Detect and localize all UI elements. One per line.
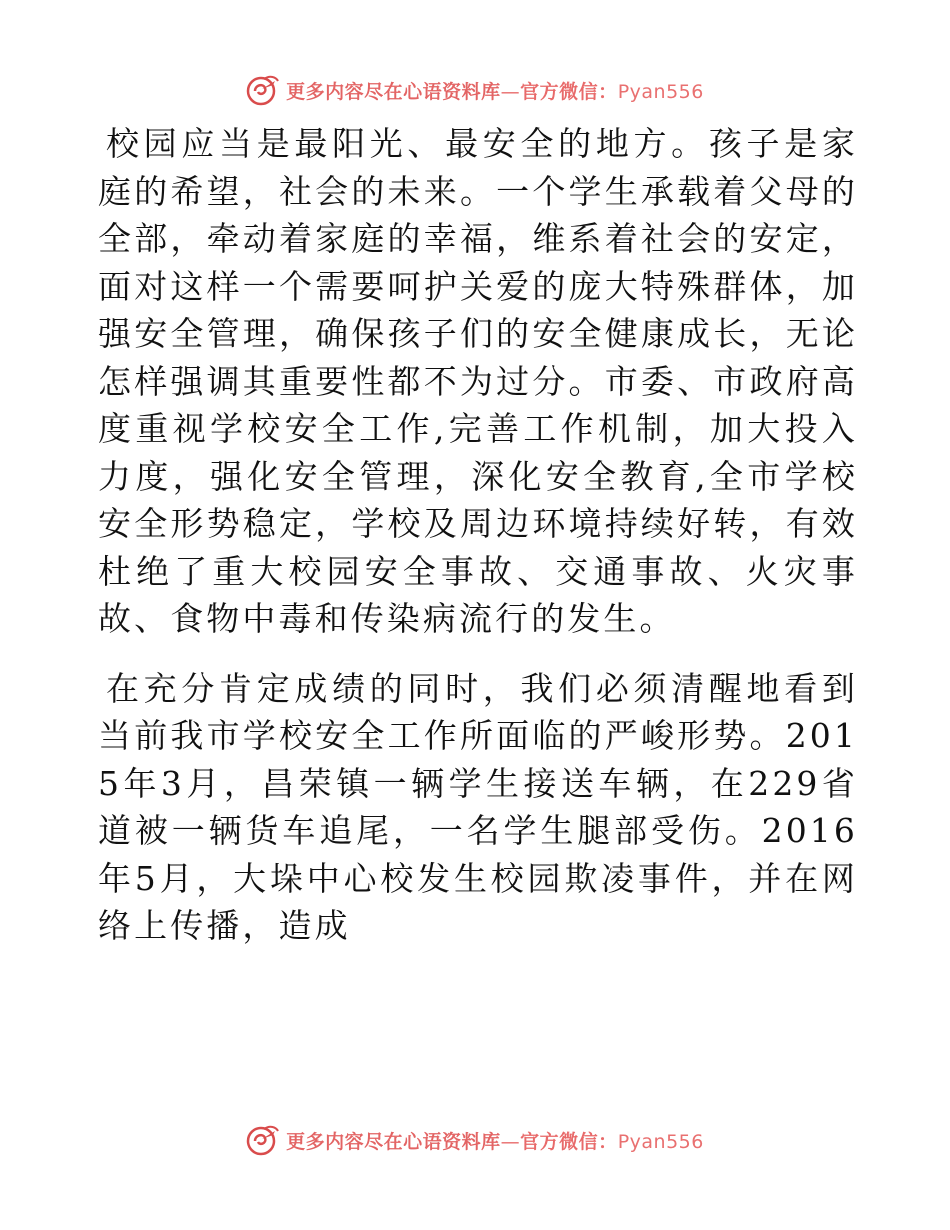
- watermark-wechat-id: Pyan556: [617, 80, 704, 103]
- watermark-footer: [0, 1120, 950, 1160]
- watermark-brand: 更多内容尽在心语资料库: [286, 1130, 501, 1153]
- watermark-brand: 更多内容尽在心语资料库: [286, 80, 501, 103]
- watermark-separator: —: [500, 80, 521, 103]
- watermark-wechat-label: 官方微信：: [520, 1130, 618, 1153]
- watermark-header: [0, 70, 950, 110]
- rose-logo-icon: [246, 73, 280, 107]
- watermark-text: [286, 77, 704, 104]
- paragraph-2: 在充分肯定成绩的同时，我们必须清醒地看到当前我市学校安全工作所面临的严峻形势。2015年3月，昌荣镇一辆学生接送车辆，在229省道被一辆货车追尾，一名学生腿部受伤。2016年5月，大垛中心校发生校园欺凌事件，并在网络上传播，造成: [98, 668, 858, 945]
- watermark-wechat-id: Pyan556: [617, 1130, 704, 1153]
- watermark-text: [286, 1127, 704, 1154]
- rose-logo-icon: [246, 1123, 280, 1157]
- watermark-wechat-label: 官方微信：: [520, 80, 618, 103]
- paragraph-1: 校园应当是最阳光、最安全的地方。孩子是家庭的希望，社会的未来。一个学生承载着父母的全部，牵动着家庭的幸福，维系着社会的安定，面对这样一个需要呵护关爱的庞大特殊群体，加强安全管理，确保孩子们的安全健康成长，无论怎样强调其重要性都不为过分。市委、市政府高度重视学校安全工作,完善工作机制，加大投入力度，强化安全管理，深化安全教育,全市学校安全形势稳定，学校及周边环境持续好转，有效杜绝了重大校园安全事故、交通事故、火灾事故、食物中毒和传染病流行的发生。: [98, 124, 858, 638]
- watermark-separator: —: [500, 1130, 521, 1153]
- document-body: [98, 120, 858, 950]
